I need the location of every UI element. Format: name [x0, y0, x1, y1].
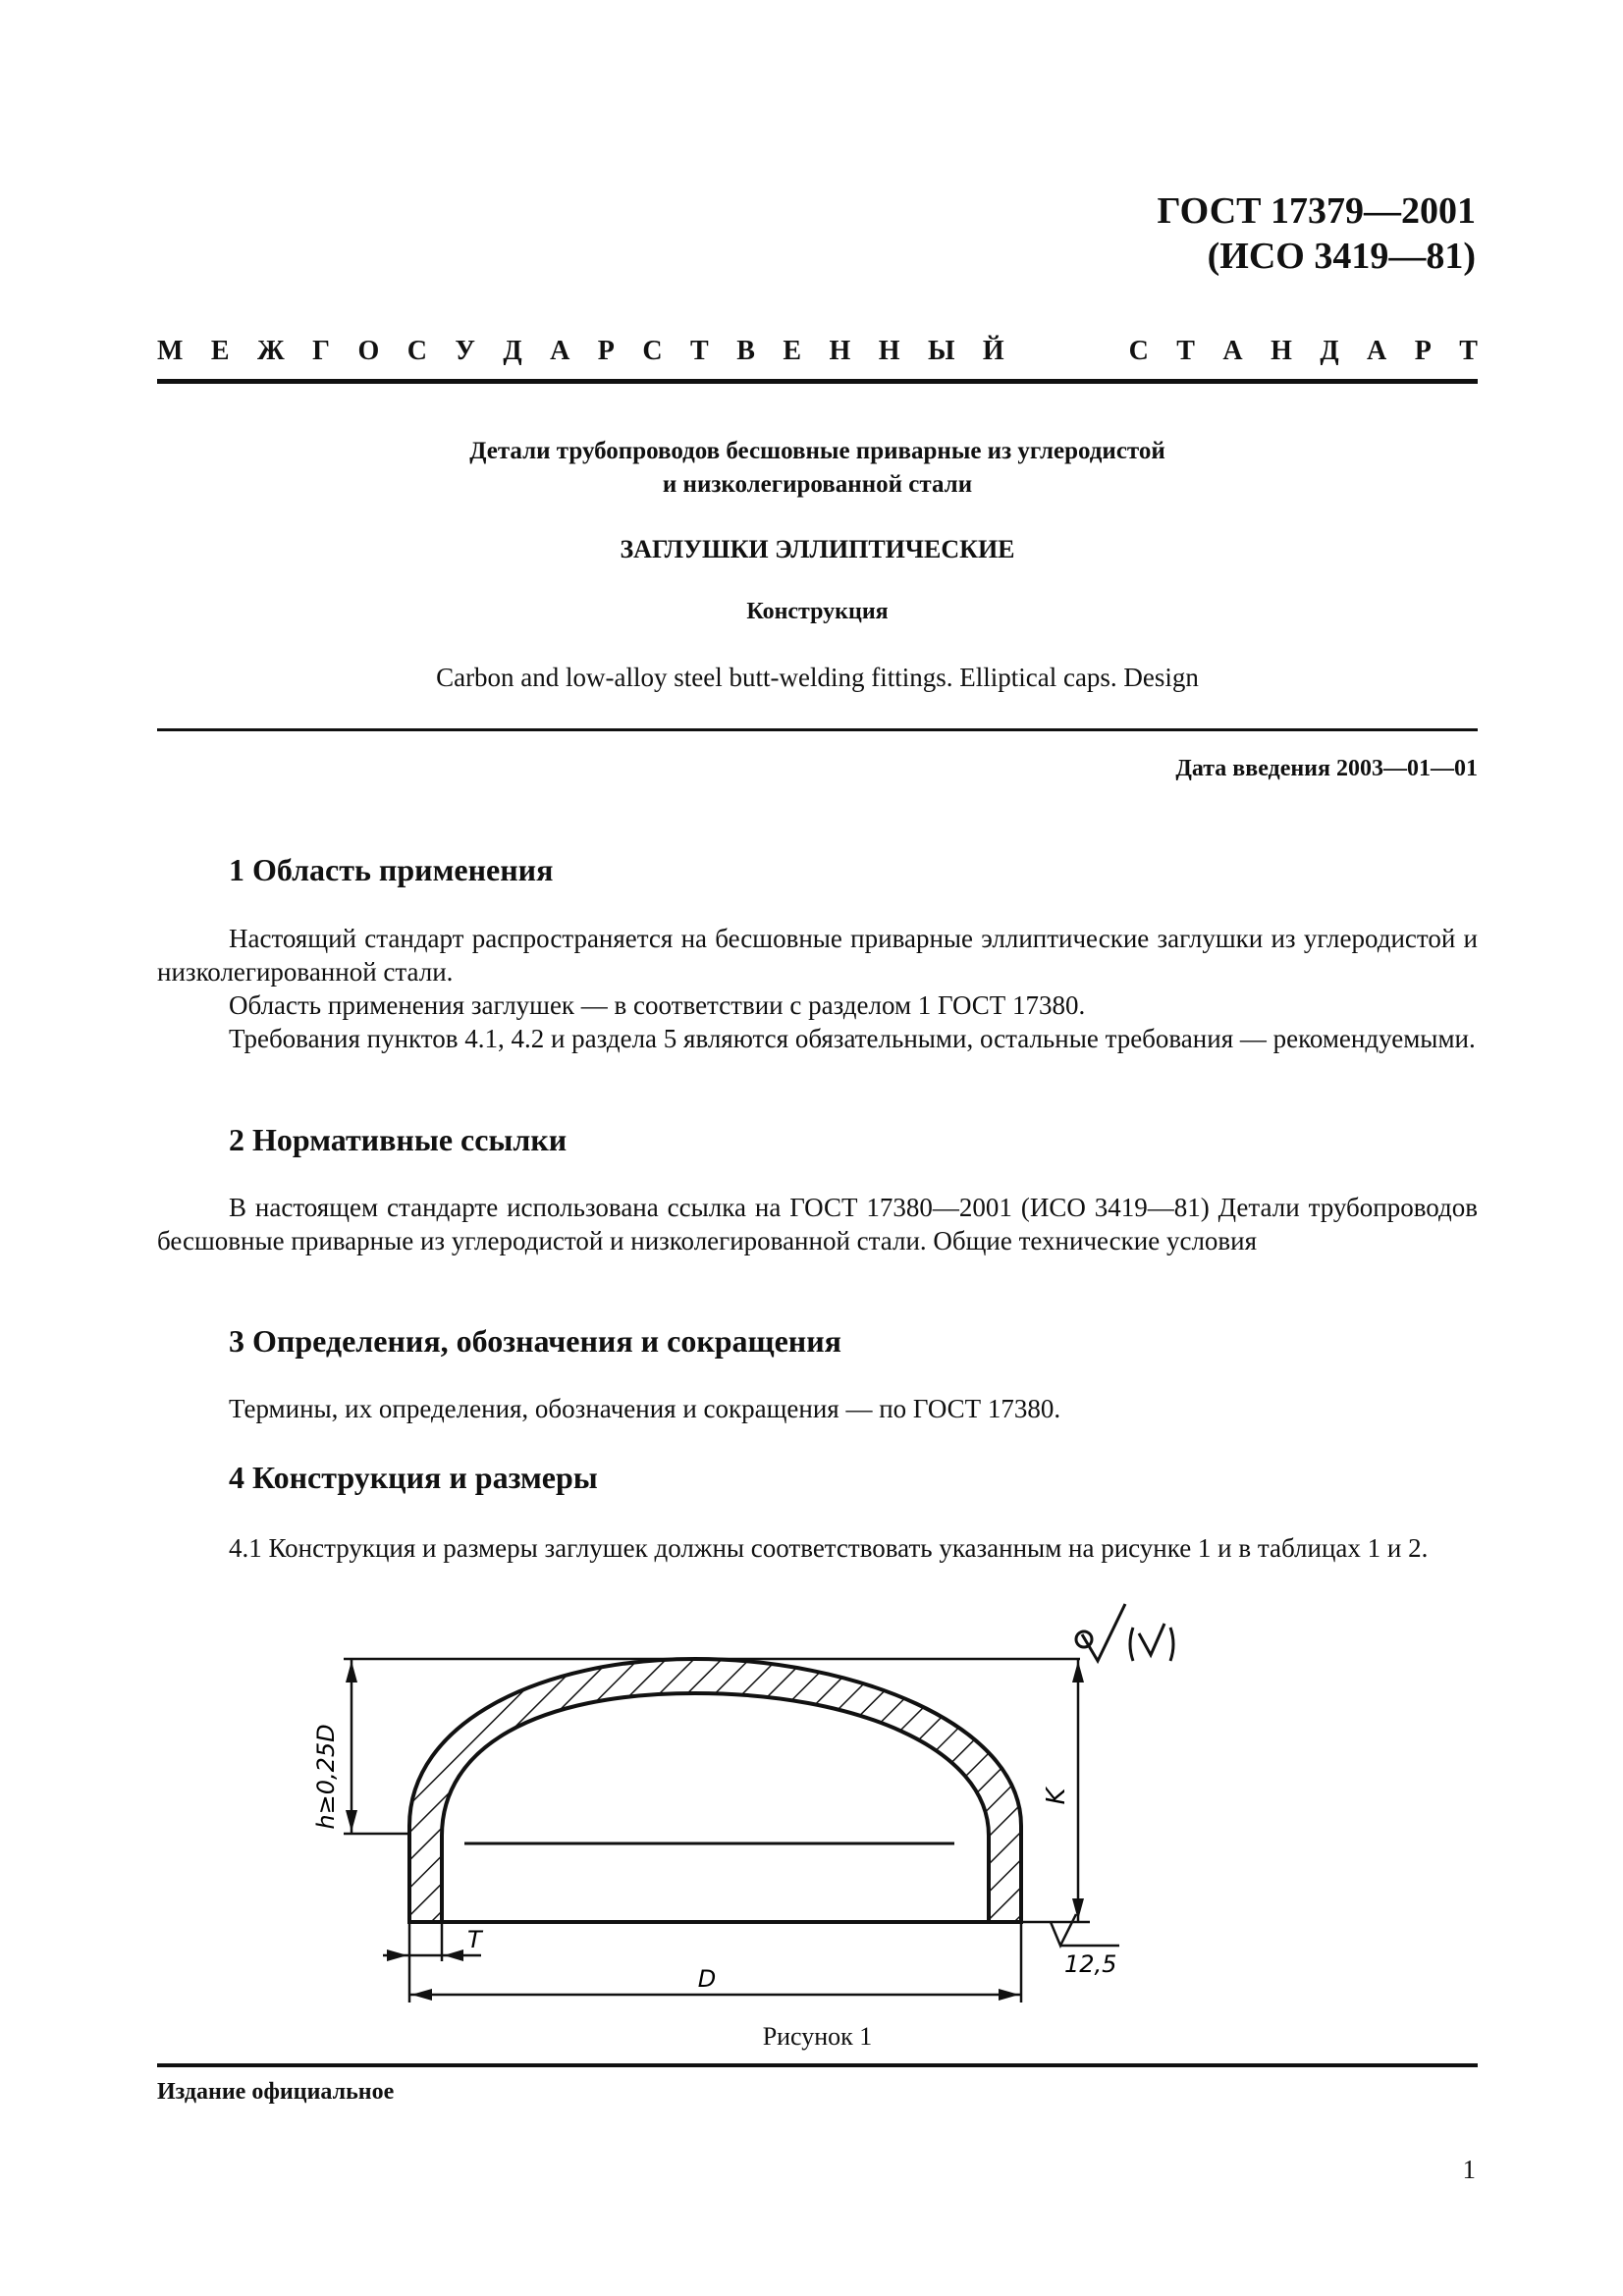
figure-1-elliptical-cap-drawing	[312, 1590, 1227, 2012]
banner-letter: А	[1222, 336, 1243, 366]
h-arrow-bottom	[346, 1810, 357, 1832]
roughness-value: 12,5	[1064, 1950, 1117, 1978]
footer-rule	[157, 2063, 1478, 2067]
d-arrow-left	[411, 1989, 432, 2001]
banner-letter: М	[157, 336, 184, 366]
section-1-body	[157, 922, 1478, 1055]
d-dimension-label: D	[697, 1965, 717, 1993]
title-line-2: и низколегированной стали	[662, 471, 973, 498]
banner-letter: С	[642, 336, 663, 366]
banner-letter: С	[406, 336, 427, 366]
section-3-body	[157, 1392, 1478, 1425]
section-1-paragraph: Настоящий стандарт распространяется на бесшовные приварные эллиптические заглушки из углеродистой и низколегированной стали.	[157, 924, 1478, 987]
t-arrow-right	[444, 1949, 463, 1961]
banner-letter: У	[455, 336, 475, 366]
banner-letter: С	[1128, 336, 1149, 366]
gost-number: ГОСТ 17379—2001	[1157, 190, 1476, 232]
k-arrow-top	[1072, 1661, 1084, 1682]
banner-letter: Т	[1459, 336, 1478, 366]
section-2-body	[157, 1191, 1478, 1257]
banner-letter: А	[550, 336, 570, 366]
section-3-paragraph: Термины, их определения, обозначения и сокращения — по ГОСТ 17380.	[229, 1394, 1061, 1423]
banner-letter: Ж	[257, 336, 285, 366]
banner-letter: Д	[1320, 336, 1339, 366]
banner-letter: Е	[783, 336, 802, 366]
section-2-heading: 2 Нормативные ссылки	[229, 1122, 568, 1157]
banner-letter: Ы	[927, 336, 955, 366]
banner-letter: Р	[597, 336, 615, 366]
banner-letter: Н	[829, 336, 851, 366]
banner-letter: Й	[982, 336, 1004, 366]
section-4-heading: 4 Конструкция и размеры	[229, 1460, 598, 1495]
english-title: Carbon and low-alloy steel butt-welding fittings. Elliptical caps. Design	[436, 663, 1199, 692]
section-1-paragraph: Требования пунктов 4.1, 4.2 и раздела 5 являются обязательными, остальные требования — рекомендуемыми.	[229, 1024, 1476, 1053]
d-arrow-right	[999, 1989, 1019, 2001]
title-rule	[157, 728, 1478, 731]
banner-letter: А	[1367, 336, 1387, 366]
product-name: ЗАГЛУШКИ ЭЛЛИПТИЧЕСКИЕ	[620, 535, 1015, 563]
document-title	[157, 435, 1478, 502]
banner-word-gap	[1032, 336, 1101, 367]
title-line-1: Детали трубопроводов бесшовные приварные из углеродистой	[469, 438, 1165, 464]
section-4-paragraph: 4.1 Конструкция и размеры заглушек должны соответствовать указанным на рисунке 1 и в таблицах 1 и 2.	[229, 1533, 1429, 1563]
section-2-paragraph: В настоящем стандарте использована ссылка на ГОСТ 17380—2001 (ИСО 3419—81) Детали трубопроводов бесшовные приварные из углеродистой и низколегированной стали. Общие технические условия	[157, 1193, 1478, 1255]
banner-letter: Н	[1271, 336, 1292, 366]
cap-wall-section	[409, 1659, 1021, 1922]
banner-letter: Е	[210, 336, 230, 366]
h-dimension-label: h≥0,25D	[312, 1724, 340, 1830]
figure-caption: Рисунок 1	[762, 2022, 873, 2051]
section-1-heading: 1 Область применения	[229, 852, 554, 887]
banner-letter: Д	[503, 336, 522, 366]
gost-designation	[1157, 188, 1476, 279]
banner-letter: Г	[312, 336, 330, 366]
official-edition-label: Издание официальное	[157, 2079, 395, 2105]
t-arrow-left	[387, 1949, 407, 1961]
section-4-body	[157, 1531, 1478, 1565]
surface-roughness-icon	[1076, 1604, 1173, 1661]
h-arrow-top	[346, 1661, 357, 1682]
section-3-heading: 3 Определения, обозначения и сокращения	[229, 1323, 841, 1359]
iso-number: (ИСО 3419—81)	[1207, 236, 1476, 277]
banner-letter: Н	[878, 336, 900, 366]
section-1-paragraph: Область применения заглушек — в соответствии с разделом 1 ГОСТ 17380.	[229, 990, 1086, 1020]
banner-letter: Т	[1176, 336, 1195, 366]
page-number: 1	[1462, 2155, 1476, 2184]
k-dimension-label: K	[1042, 1788, 1071, 1805]
document-subtitle: Конструкция	[746, 599, 889, 624]
banner-letter: Т	[690, 336, 709, 366]
banner-letter: О	[357, 336, 380, 366]
interstate-standard-banner	[157, 336, 1478, 367]
introduction-date: Дата введения 2003—01—01	[1175, 756, 1478, 781]
banner-letter: Р	[1414, 336, 1432, 366]
roughness-12-5-symbol	[1051, 1914, 1119, 1978]
t-dimension-label: T	[467, 1926, 482, 1953]
banner-letter: В	[736, 336, 755, 366]
banner-rule	[157, 379, 1478, 384]
